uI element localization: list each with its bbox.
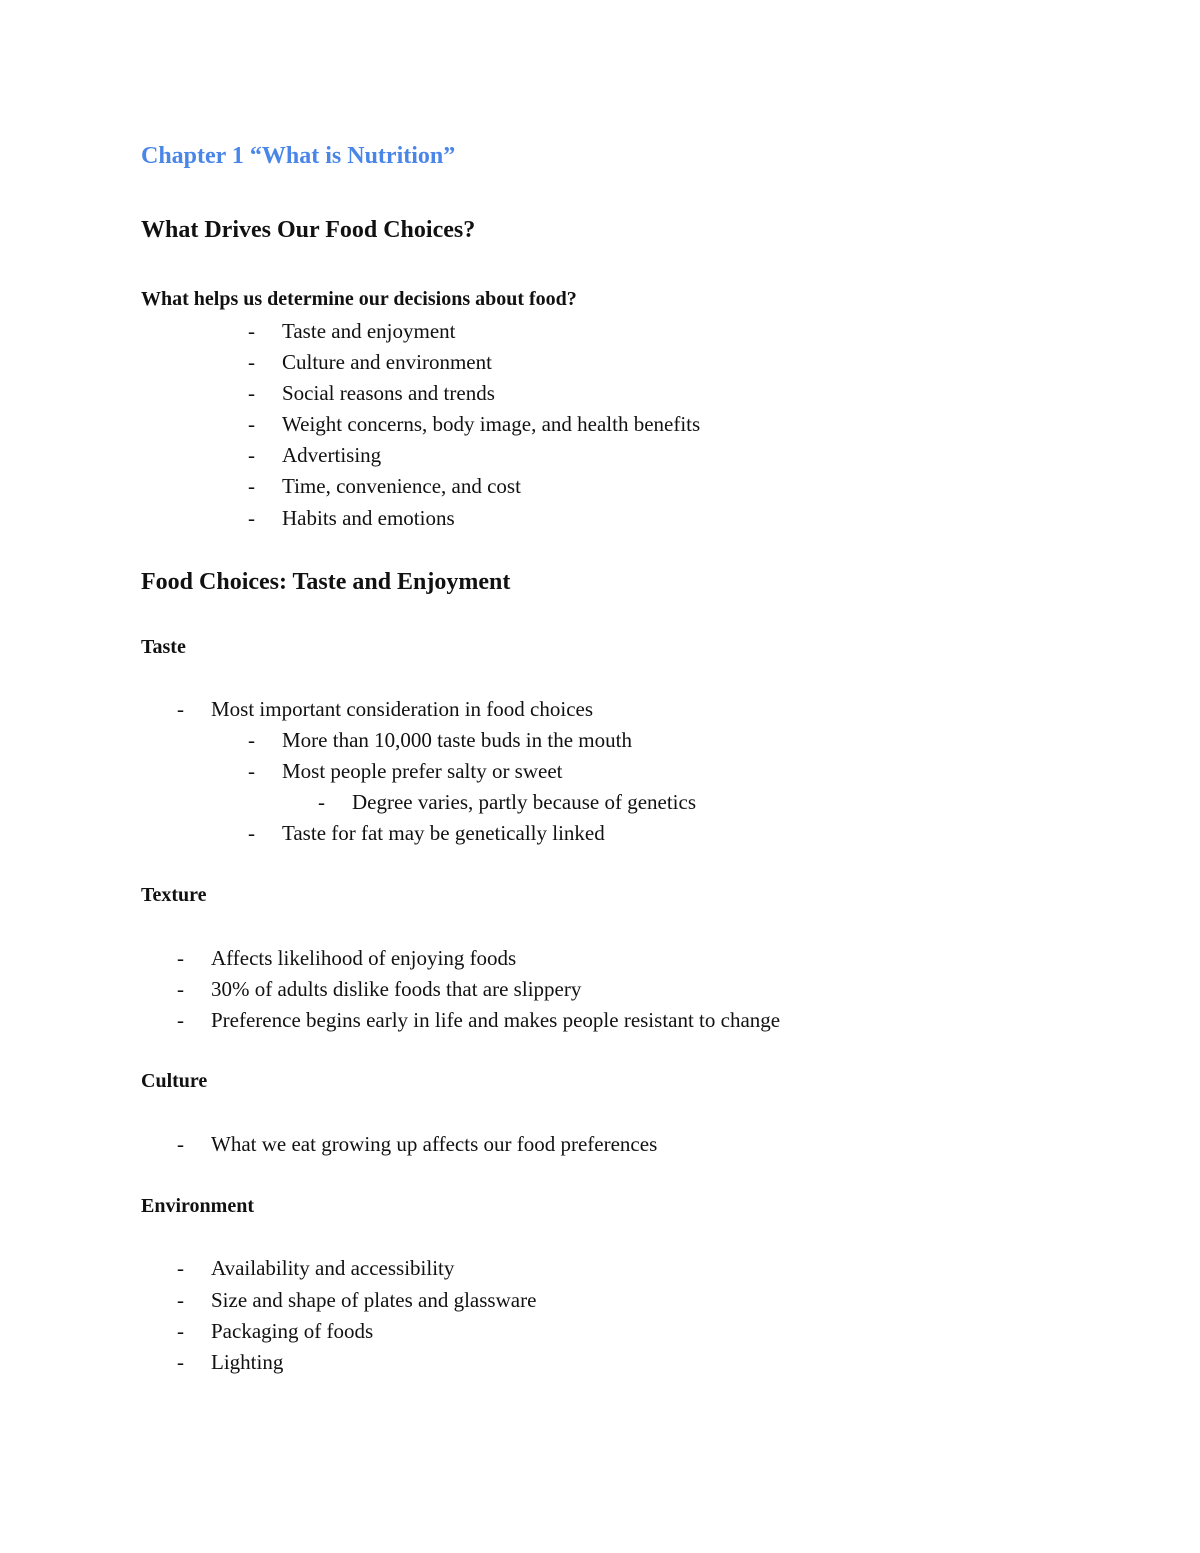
dash-bullet: - <box>248 759 255 783</box>
list-item-text: Availability and accessibility <box>211 1256 455 1280</box>
dash-bullet: - <box>318 790 325 814</box>
dash-bullet: - <box>248 412 255 436</box>
list-item-text: Affects likelihood of enjoying foods <box>211 946 517 970</box>
list-item-text: What we eat growing up affects our food preferences <box>211 1132 658 1156</box>
dash-bullet: - <box>177 1256 184 1280</box>
list-item <box>0 316 1200 347</box>
list-item-text: Size and shape of plates and glassware <box>211 1288 537 1312</box>
dash-bullet: - <box>177 1319 184 1343</box>
section-heading-taste-enjoyment: Food Choices: Taste and Enjoyment <box>141 569 511 595</box>
list-item <box>0 1005 1200 1036</box>
dash-bullet: - <box>177 1008 184 1032</box>
dash-bullet: - <box>248 381 255 405</box>
section-heading-food-choices: What Drives Our Food Choices? <box>141 217 476 243</box>
dash-bullet: - <box>248 443 255 467</box>
dash-bullet: - <box>248 506 255 530</box>
list-item-text: Taste and enjoyment <box>282 319 456 343</box>
chapter-title: Chapter 1 “What is Nutrition” <box>141 143 456 169</box>
list-item-text: Advertising <box>282 443 382 467</box>
dash-bullet: - <box>177 697 184 721</box>
dash-bullet: - <box>177 1288 184 1312</box>
dash-bullet: - <box>248 728 255 752</box>
list-item-text: Culture and environment <box>282 350 492 374</box>
list-item-text: Habits and emotions <box>282 506 455 530</box>
list-item <box>0 409 1200 440</box>
list-item <box>0 440 1200 471</box>
list-item-text: Most important consideration in food choices <box>211 697 594 721</box>
list-item <box>0 347 1200 378</box>
list-item <box>0 1316 1200 1347</box>
dash-bullet: - <box>248 319 255 343</box>
list-item <box>0 787 1200 818</box>
list-item <box>0 1253 1200 1284</box>
list-item-text: Time, convenience, and cost <box>282 474 521 498</box>
dash-bullet: - <box>177 1132 184 1156</box>
list-item <box>0 471 1200 502</box>
list-item-text: More than 10,000 taste buds in the mouth <box>282 728 632 752</box>
sub-heading-environment: Environment <box>141 1195 254 1217</box>
list-item <box>0 1285 1200 1316</box>
list-item <box>0 725 1200 756</box>
dash-bullet: - <box>177 977 184 1001</box>
list-item-text: Degree varies, partly because of genetics <box>352 790 696 814</box>
list-item <box>0 1347 1200 1378</box>
list-item-text: Social reasons and trends <box>282 381 495 405</box>
list-item <box>0 756 1200 787</box>
list-item-text: Preference begins early in life and makes people resistant to change <box>211 1008 781 1032</box>
list-item <box>0 694 1200 725</box>
dash-bullet: - <box>248 350 255 374</box>
list-item <box>0 378 1200 409</box>
list-item-text: Most people prefer salty or sweet <box>282 759 563 783</box>
question-heading: What helps us determine our decisions about food? <box>141 288 577 310</box>
list-item-text: Taste for fat may be genetically linked <box>282 821 605 845</box>
list-item-text: 30% of adults dislike foods that are slippery <box>211 977 582 1001</box>
list-item <box>0 943 1200 974</box>
dash-bullet: - <box>248 821 255 845</box>
list-item-text: Lighting <box>211 1350 284 1374</box>
list-item <box>0 974 1200 1005</box>
sub-heading-texture: Texture <box>141 884 207 906</box>
sub-heading-taste: Taste <box>141 636 186 658</box>
list-item <box>0 1129 1200 1160</box>
list-item <box>0 503 1200 534</box>
dash-bullet: - <box>177 1350 184 1374</box>
sub-heading-culture: Culture <box>141 1070 208 1092</box>
list-item-text: Weight concerns, body image, and health benefits <box>282 412 701 436</box>
dash-bullet: - <box>248 474 255 498</box>
list-item <box>0 818 1200 849</box>
dash-bullet: - <box>177 946 184 970</box>
list-item-text: Packaging of foods <box>211 1319 374 1343</box>
